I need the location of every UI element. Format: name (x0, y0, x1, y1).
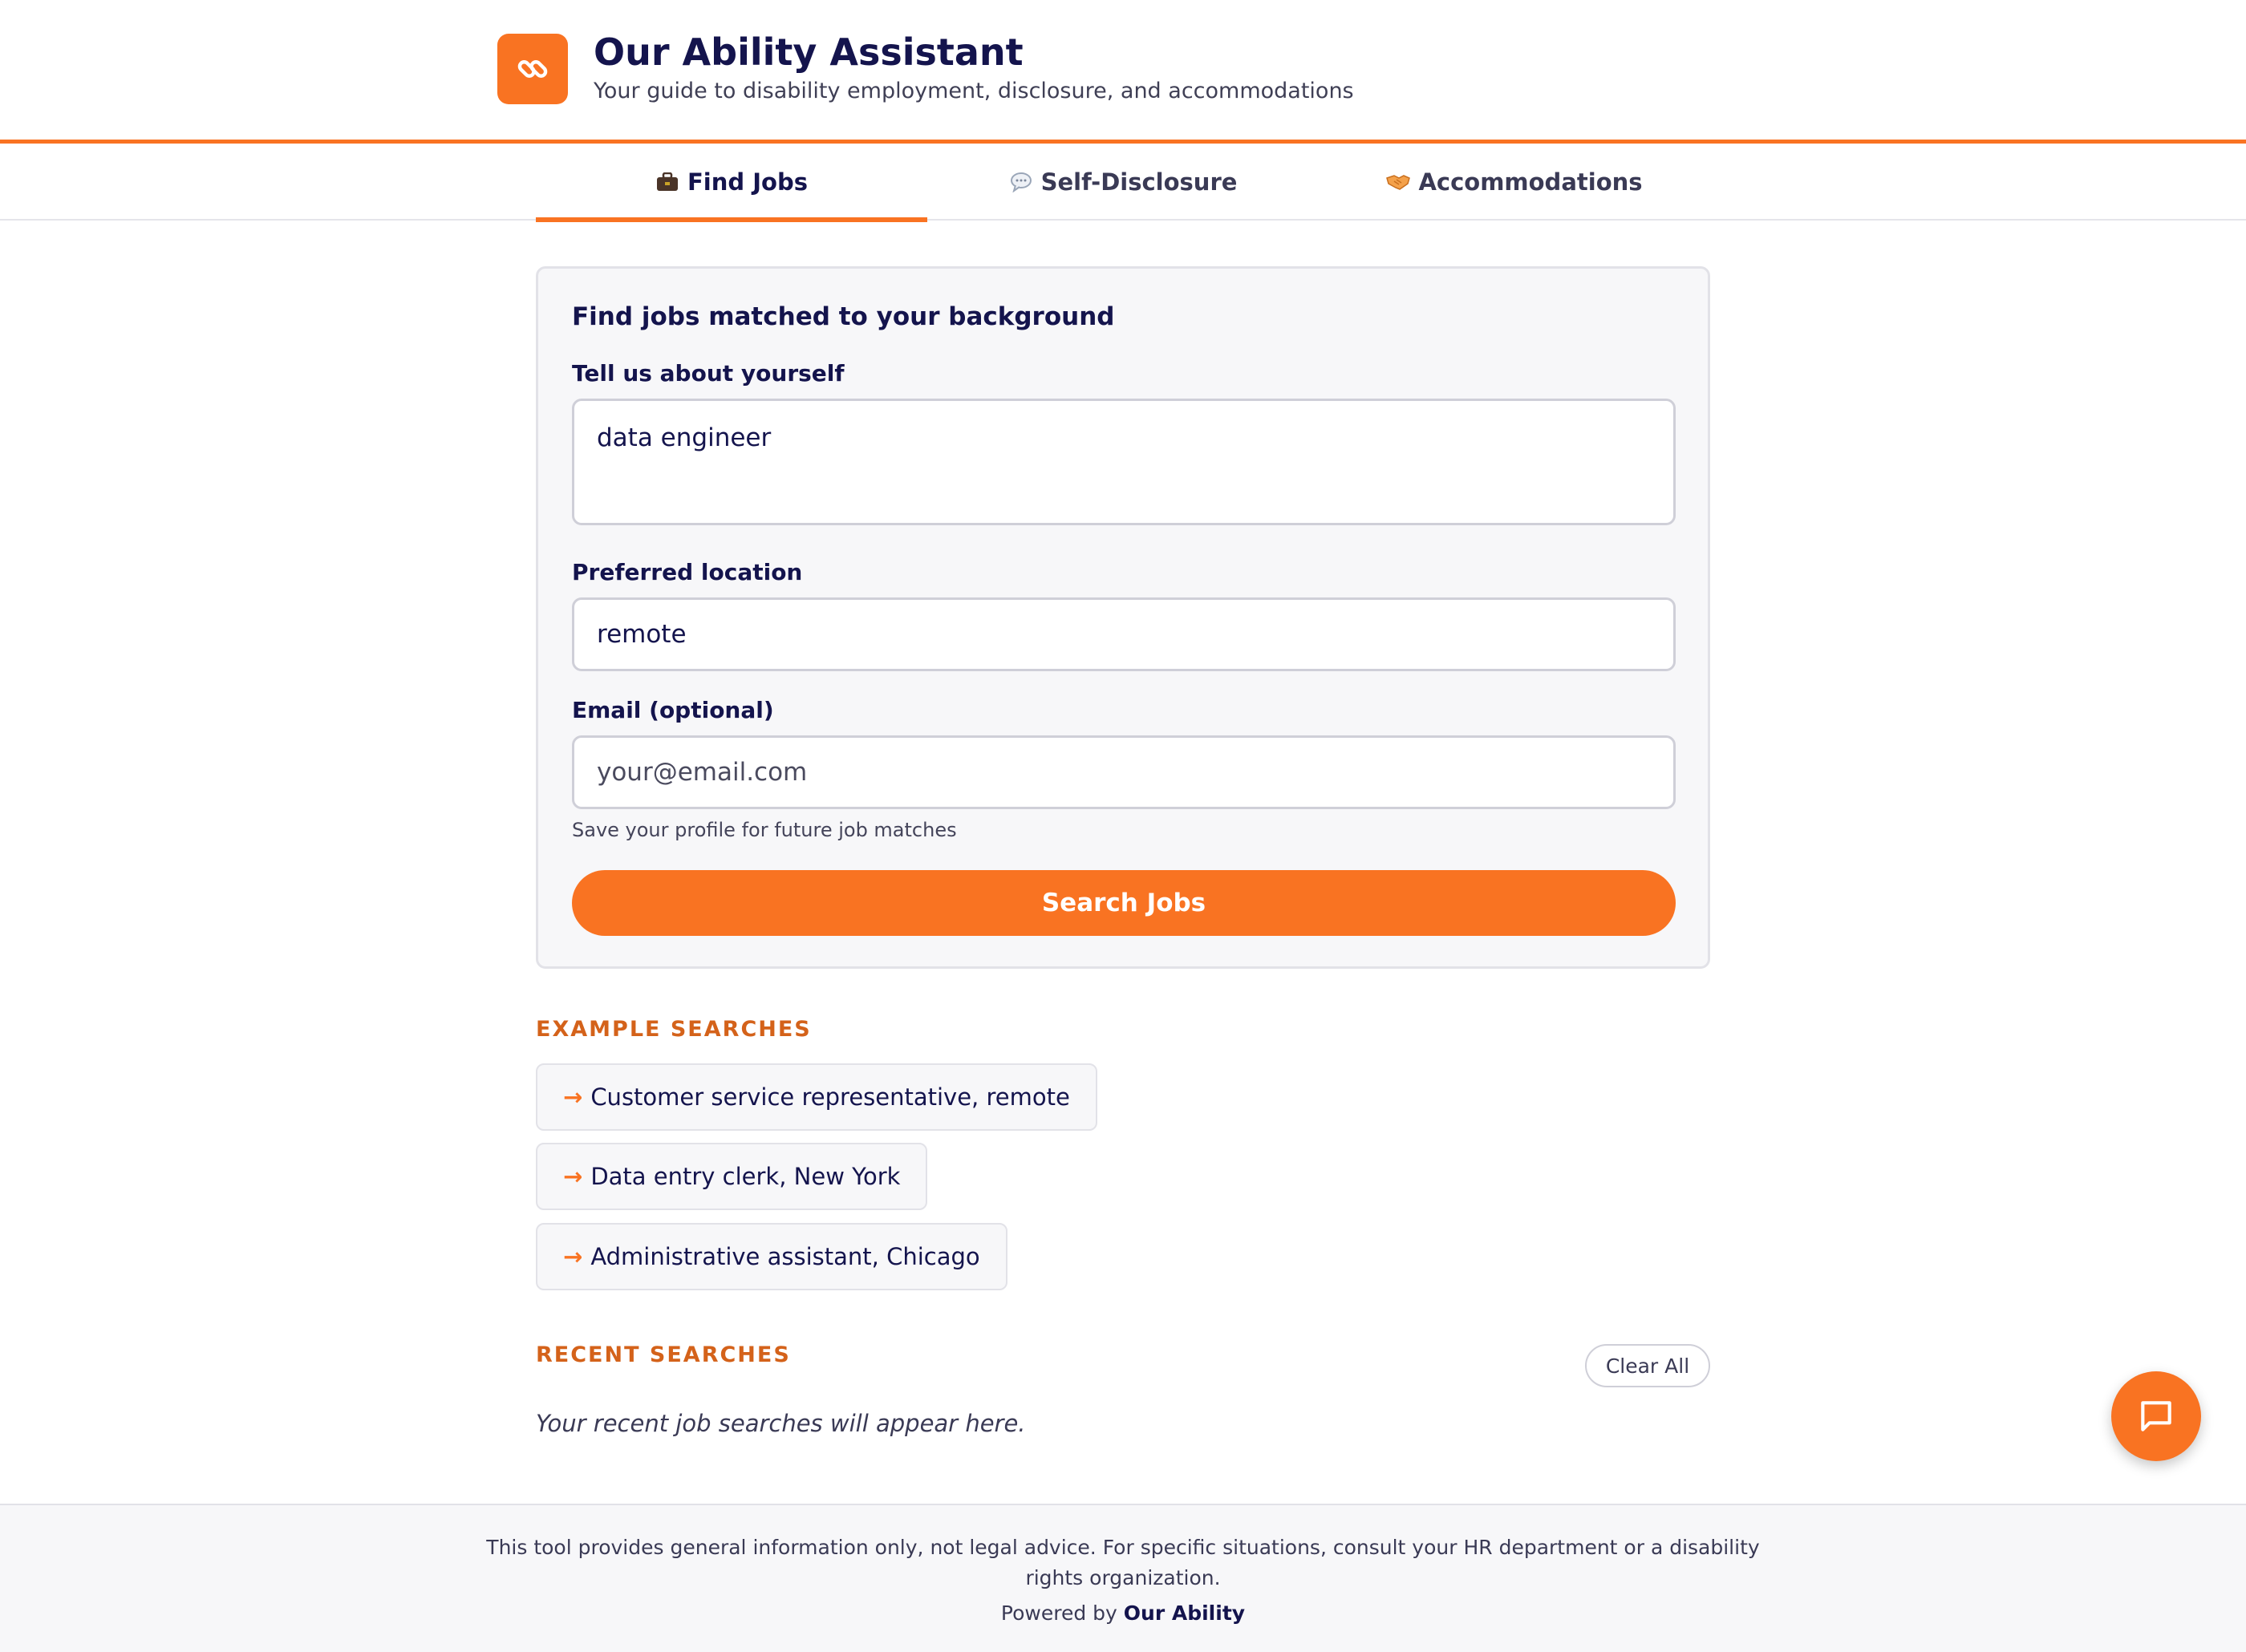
app-header (0, 0, 2246, 144)
tab-find-jobs[interactable] (536, 144, 927, 221)
briefcase-icon (655, 170, 679, 194)
arrow-right-icon: → (563, 1163, 583, 1190)
example-search-item[interactable] (536, 1223, 1007, 1290)
footer (0, 1504, 2246, 1652)
clear-all-button[interactable]: Clear All (1585, 1344, 1710, 1387)
tab-label: Find Jobs (687, 168, 808, 196)
example-searches-heading: EXAMPLE SEARCHES (536, 1017, 812, 1042)
tab-self-disclosure[interactable] (927, 144, 1319, 221)
handshake-icon (1386, 170, 1410, 194)
search-jobs-button[interactable]: Search Jobs (572, 870, 1676, 936)
example-search-label: Data entry clerk, New York (590, 1163, 901, 1190)
app-subtitle: Your guide to disability employment, disclosure, and accommodations (594, 79, 1354, 103)
tab-label: Self-Disclosure (1040, 168, 1238, 196)
arrow-right-icon: → (563, 1243, 583, 1270)
powered-by (0, 1601, 2246, 1625)
powered-by-brand: Our Ability (1123, 1601, 1246, 1625)
email-input[interactable] (572, 735, 1676, 809)
location-input[interactable] (572, 597, 1676, 671)
card-title: Find jobs matched to your background (572, 302, 1115, 331)
about-label: Tell us about yourself (572, 360, 845, 387)
recent-searches-empty-text: Your recent job searches will appear here. (536, 1410, 1026, 1437)
disclaimer-text: This tool provides general information only, not legal advice. For specific situations, consult your HR department or a disability rights organization. (486, 1536, 1760, 1589)
example-search-label: Administrative assistant, Chicago (590, 1243, 980, 1270)
arrow-right-icon: → (563, 1083, 583, 1111)
powered-by-prefix: Powered by (1000, 1601, 1117, 1625)
email-hint: Save your profile for future job matches (572, 819, 957, 841)
location-label: Preferred location (572, 559, 803, 585)
tab-accommodations[interactable] (1319, 144, 1710, 221)
app-title: Our Ability Assistant (594, 30, 1024, 74)
example-search-item[interactable] (536, 1143, 927, 1210)
chat-icon (2136, 1396, 2176, 1436)
tab-bar (0, 144, 2246, 221)
chat-button[interactable] (2111, 1371, 2201, 1461)
example-search-label: Customer service representative, remote (590, 1083, 1070, 1111)
email-label: Email (optional) (572, 697, 774, 723)
example-search-item[interactable] (536, 1063, 1097, 1131)
speech-bubble-icon (1009, 170, 1033, 194)
recent-searches-heading: RECENT SEARCHES (536, 1342, 791, 1367)
tab-label: Accommodations (1418, 168, 1643, 196)
about-textarea[interactable] (572, 399, 1676, 525)
link-logo-icon (497, 34, 568, 104)
job-search-card (536, 266, 1710, 969)
